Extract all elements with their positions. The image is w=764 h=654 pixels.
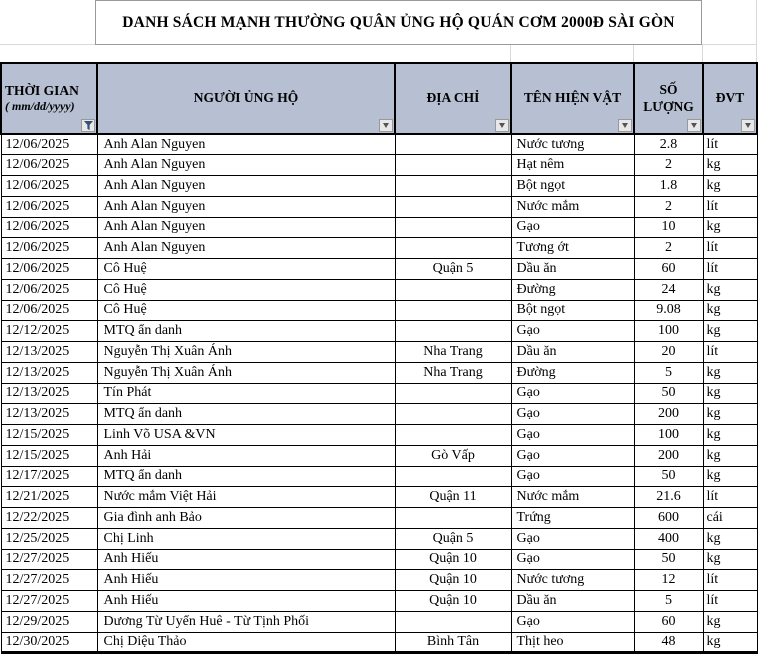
cell-address[interactable] bbox=[395, 196, 511, 217]
cell-quantity[interactable]: 20 bbox=[634, 342, 703, 363]
cell-quantity[interactable]: 60 bbox=[634, 259, 703, 280]
cell-quantity[interactable]: 50 bbox=[634, 466, 703, 487]
cell-date[interactable]: 12/25/2025 bbox=[1, 528, 97, 549]
cell-unit[interactable]: kg bbox=[703, 383, 757, 404]
table-row bbox=[1, 134, 757, 155]
cell-unit[interactable]: kg bbox=[703, 362, 757, 383]
cell-quantity[interactable]: 50 bbox=[634, 383, 703, 404]
cell-date[interactable]: 12/13/2025 bbox=[1, 383, 97, 404]
cell-item[interactable]: Gạo bbox=[511, 383, 634, 404]
cell-item[interactable]: Dầu ăn bbox=[511, 259, 634, 280]
cell-address[interactable]: Nha Trang bbox=[395, 342, 511, 363]
cell-quantity[interactable]: 24 bbox=[634, 279, 703, 300]
cell-item[interactable]: Gạo bbox=[511, 445, 634, 466]
cell-unit[interactable]: kg bbox=[703, 425, 757, 446]
cell-item[interactable]: Trứng bbox=[511, 508, 634, 529]
chevron-down-icon bbox=[622, 123, 628, 128]
filter-button-dvt[interactable] bbox=[741, 119, 755, 132]
donor-table bbox=[0, 62, 758, 654]
gridline bbox=[633, 45, 634, 62]
cell-item[interactable]: Hạt nêm bbox=[511, 155, 634, 176]
chevron-down-icon bbox=[745, 123, 751, 128]
cell-unit[interactable]: lít bbox=[703, 591, 757, 612]
column-header-ten-hien-vat bbox=[511, 63, 634, 134]
column-label: TÊN HIỆN VẬT bbox=[523, 90, 622, 106]
header-row bbox=[1, 63, 757, 134]
cell-quantity[interactable]: 48 bbox=[634, 632, 703, 653]
cell-item[interactable]: Gạo bbox=[511, 217, 634, 238]
cell-date[interactable]: 12/13/2025 bbox=[1, 362, 97, 383]
chevron-down-icon bbox=[383, 123, 389, 128]
table-row bbox=[1, 487, 757, 508]
table-row bbox=[1, 383, 757, 404]
table-row bbox=[1, 611, 757, 632]
cell-date[interactable]: 12/21/2025 bbox=[1, 487, 97, 508]
table-row bbox=[1, 549, 757, 570]
cell-item[interactable]: Dầu ăn bbox=[511, 591, 634, 612]
cell-unit[interactable]: lít bbox=[703, 134, 757, 155]
cell-donor[interactable]: Anh Hiếu bbox=[97, 570, 395, 591]
cell-quantity[interactable]: 2 bbox=[634, 155, 703, 176]
cell-donor[interactable]: Cô Huệ bbox=[97, 279, 395, 300]
cell-address[interactable] bbox=[395, 425, 511, 446]
cell-address[interactable]: Bình Tân bbox=[395, 632, 511, 653]
cell-date[interactable]: 12/12/2025 bbox=[1, 321, 97, 342]
cell-quantity[interactable]: 200 bbox=[634, 404, 703, 425]
cell-donor[interactable]: Linh Võ USA &VN bbox=[97, 425, 395, 446]
column-header-nguoi-ung-ho bbox=[97, 63, 395, 134]
column-label: THỜI GIAN bbox=[5, 82, 79, 98]
gridline bbox=[702, 45, 703, 62]
cell-donor[interactable]: Gia đình anh Bảo bbox=[97, 508, 395, 529]
cell-quantity[interactable]: 50 bbox=[634, 549, 703, 570]
table-row bbox=[1, 362, 757, 383]
cell-address[interactable]: Quận 10 bbox=[395, 570, 511, 591]
cell-unit[interactable]: cái bbox=[703, 508, 757, 529]
cell-unit[interactable]: kg bbox=[703, 321, 757, 342]
cell-address[interactable]: Quận 10 bbox=[395, 591, 511, 612]
cell-donor[interactable]: MTQ ẩn danh bbox=[97, 321, 395, 342]
table-row bbox=[1, 445, 757, 466]
table-row bbox=[1, 404, 757, 425]
cell-unit[interactable]: kg bbox=[703, 279, 757, 300]
cell-address[interactable] bbox=[395, 383, 511, 404]
cell-item[interactable]: Gạo bbox=[511, 528, 634, 549]
table-row bbox=[1, 570, 757, 591]
cell-donor[interactable]: Anh Hiếu bbox=[97, 591, 395, 612]
cell-date[interactable]: 12/17/2025 bbox=[1, 466, 97, 487]
cell-item[interactable]: Dầu ăn bbox=[511, 342, 634, 363]
table-row bbox=[1, 196, 757, 217]
cell-date[interactable]: 12/06/2025 bbox=[1, 300, 97, 321]
cell-address[interactable] bbox=[395, 611, 511, 632]
cell-item[interactable]: Đường bbox=[511, 279, 634, 300]
cell-item[interactable]: Bột ngọt bbox=[511, 176, 634, 197]
cell-unit[interactable]: kg bbox=[703, 632, 757, 653]
cell-unit[interactable]: kg bbox=[703, 528, 757, 549]
cell-item[interactable]: Đường bbox=[511, 362, 634, 383]
cell-donor[interactable]: Anh Alan Nguyen bbox=[97, 155, 395, 176]
filter-button-ten-hien-vat[interactable] bbox=[618, 119, 632, 132]
cell-donor[interactable]: Anh Hiếu bbox=[97, 549, 395, 570]
table-row bbox=[1, 466, 757, 487]
cell-donor[interactable]: Nước mắm Việt Hải bbox=[97, 487, 395, 508]
cell-quantity[interactable]: 5 bbox=[634, 362, 703, 383]
filter-button-thoi-gian[interactable] bbox=[81, 119, 95, 132]
filter-button-so-luong[interactable] bbox=[687, 119, 701, 132]
cell-quantity[interactable]: 21.6 bbox=[634, 487, 703, 508]
cell-item[interactable]: Bột ngọt bbox=[511, 300, 634, 321]
cell-date[interactable]: 12/06/2025 bbox=[1, 279, 97, 300]
cell-item[interactable]: Gạo bbox=[511, 466, 634, 487]
cell-date[interactable]: 12/15/2025 bbox=[1, 425, 97, 446]
cell-address[interactable]: Nha Trang bbox=[395, 362, 511, 383]
cell-item[interactable]: Nước tương bbox=[511, 570, 634, 591]
cell-donor[interactable]: Anh Alan Nguyen bbox=[97, 176, 395, 197]
filter-funnel-icon bbox=[83, 121, 94, 131]
cell-item[interactable]: Gạo bbox=[511, 611, 634, 632]
cell-item[interactable]: Thịt heo bbox=[511, 632, 634, 653]
cell-date[interactable]: 12/27/2025 bbox=[1, 549, 97, 570]
cell-quantity[interactable]: 600 bbox=[634, 508, 703, 529]
cell-address[interactable] bbox=[395, 508, 511, 529]
cell-address[interactable]: Quận 10 bbox=[395, 549, 511, 570]
cell-donor[interactable]: Nguyễn Thị Xuân Ánh bbox=[97, 362, 395, 383]
cell-address[interactable] bbox=[395, 279, 511, 300]
gridline bbox=[0, 44, 95, 45]
cell-unit[interactable]: kg bbox=[703, 611, 757, 632]
table-row bbox=[1, 591, 757, 612]
cell-date[interactable]: 12/15/2025 bbox=[1, 445, 97, 466]
cell-donor[interactable]: Chị Linh bbox=[97, 528, 395, 549]
table-row bbox=[1, 238, 757, 259]
cell-item[interactable]: Gạo bbox=[511, 425, 634, 446]
cell-address[interactable]: Quận 11 bbox=[395, 487, 511, 508]
cell-address[interactable] bbox=[395, 238, 511, 259]
cell-address[interactable]: Gò Vấp bbox=[395, 445, 511, 466]
cell-unit[interactable]: kg bbox=[703, 300, 757, 321]
table-row bbox=[1, 300, 757, 321]
table-row bbox=[1, 425, 757, 446]
cell-item[interactable]: Tương ớt bbox=[511, 238, 634, 259]
cell-date[interactable]: 12/27/2025 bbox=[1, 570, 97, 591]
cell-donor[interactable]: Cô Huệ bbox=[97, 259, 395, 280]
table-row bbox=[1, 279, 757, 300]
cell-date[interactable]: 12/30/2025 bbox=[1, 632, 97, 653]
table-row bbox=[1, 155, 757, 176]
cell-quantity[interactable]: 100 bbox=[634, 425, 703, 446]
cell-quantity[interactable]: 5 bbox=[634, 591, 703, 612]
cell-unit[interactable]: kg bbox=[703, 155, 757, 176]
cell-date[interactable]: 12/06/2025 bbox=[1, 259, 97, 280]
cell-address[interactable] bbox=[395, 404, 511, 425]
cell-date[interactable]: 12/27/2025 bbox=[1, 591, 97, 612]
cell-unit[interactable]: lít bbox=[703, 196, 757, 217]
cell-date[interactable]: 12/13/2025 bbox=[1, 404, 97, 425]
cell-quantity[interactable]: 2 bbox=[634, 238, 703, 259]
cell-address[interactable]: Quận 5 bbox=[395, 259, 511, 280]
column-label: SỐ LƯỢNG bbox=[643, 81, 694, 114]
chevron-down-icon bbox=[499, 123, 505, 128]
cell-date[interactable]: 12/06/2025 bbox=[1, 238, 97, 259]
cell-unit[interactable]: lít bbox=[703, 259, 757, 280]
cell-unit[interactable]: kg bbox=[703, 466, 757, 487]
cell-date[interactable]: 12/13/2025 bbox=[1, 342, 97, 363]
cell-date[interactable]: 12/06/2025 bbox=[1, 217, 97, 238]
cell-donor[interactable]: MTQ ẩn danh bbox=[97, 404, 395, 425]
cell-date[interactable]: 12/29/2025 bbox=[1, 611, 97, 632]
table-row bbox=[1, 259, 757, 280]
cell-date[interactable]: 12/06/2025 bbox=[1, 155, 97, 176]
cell-donor[interactable]: Dương Từ Uyển Huê - Từ Tịnh Phối bbox=[97, 611, 395, 632]
cell-quantity[interactable]: 2 bbox=[634, 196, 703, 217]
cell-quantity[interactable]: 60 bbox=[634, 611, 703, 632]
cell-date[interactable]: 12/06/2025 bbox=[1, 196, 97, 217]
cell-quantity[interactable]: 12 bbox=[634, 570, 703, 591]
gridline bbox=[756, 0, 757, 62]
cell-unit[interactable]: kg bbox=[703, 445, 757, 466]
cell-date[interactable]: 12/06/2025 bbox=[1, 134, 97, 155]
cell-quantity[interactable]: 1.8 bbox=[634, 176, 703, 197]
table-row bbox=[1, 342, 757, 363]
column-label: NGƯỜI ỦNG HỘ bbox=[193, 90, 299, 106]
cell-unit[interactable]: kg bbox=[703, 549, 757, 570]
cell-donor[interactable]: Tín Phát bbox=[97, 383, 395, 404]
cell-address[interactable] bbox=[395, 300, 511, 321]
table-row bbox=[1, 508, 757, 529]
filter-button-dia-chi[interactable] bbox=[495, 119, 509, 132]
cell-donor[interactable]: Anh Alan Nguyen bbox=[97, 134, 395, 155]
cell-donor[interactable]: Anh Alan Nguyen bbox=[97, 196, 395, 217]
cell-quantity[interactable]: 10 bbox=[634, 217, 703, 238]
cell-unit[interactable]: kg bbox=[703, 217, 757, 238]
cell-item[interactable]: Gạo bbox=[511, 404, 634, 425]
cell-unit[interactable]: lít bbox=[703, 570, 757, 591]
cell-address[interactable] bbox=[395, 466, 511, 487]
table-row bbox=[1, 176, 757, 197]
cell-address[interactable] bbox=[395, 134, 511, 155]
cell-unit[interactable]: lít bbox=[703, 238, 757, 259]
table-row bbox=[1, 321, 757, 342]
gridline bbox=[702, 44, 757, 45]
column-label: ĐVT bbox=[715, 90, 745, 106]
cell-donor[interactable]: Anh Hải bbox=[97, 445, 395, 466]
cell-quantity[interactable]: 400 bbox=[634, 528, 703, 549]
chevron-down-icon bbox=[691, 123, 697, 128]
cell-date[interactable]: 12/06/2025 bbox=[1, 176, 97, 197]
cell-donor[interactable]: Nguyễn Thị Xuân Ánh bbox=[97, 342, 395, 363]
cell-address[interactable] bbox=[395, 176, 511, 197]
cell-quantity[interactable]: 2.8 bbox=[634, 134, 703, 155]
cell-quantity[interactable]: 100 bbox=[634, 321, 703, 342]
column-label: ĐỊA CHỈ bbox=[426, 90, 480, 106]
cell-item[interactable]: Gạo bbox=[511, 321, 634, 342]
cell-item[interactable]: Nước tương bbox=[511, 134, 634, 155]
cell-address[interactable] bbox=[395, 217, 511, 238]
cell-address[interactable] bbox=[395, 321, 511, 342]
cell-quantity[interactable]: 9.08 bbox=[634, 300, 703, 321]
cell-donor[interactable]: Chị Diệu Thảo bbox=[97, 632, 395, 653]
gridline bbox=[510, 45, 511, 62]
cell-address[interactable]: Quận 5 bbox=[395, 528, 511, 549]
cell-quantity[interactable]: 200 bbox=[634, 445, 703, 466]
column-header-so-luong bbox=[634, 63, 703, 134]
cell-donor[interactable]: Anh Alan Nguyen bbox=[97, 238, 395, 259]
cell-item[interactable]: Nước mắm bbox=[511, 196, 634, 217]
cell-unit[interactable]: lít bbox=[703, 342, 757, 363]
cell-donor[interactable]: Cô Huệ bbox=[97, 300, 395, 321]
cell-unit[interactable]: kg bbox=[703, 404, 757, 425]
cell-item[interactable]: Nước mắm bbox=[511, 487, 634, 508]
cell-unit[interactable]: kg bbox=[703, 176, 757, 197]
cell-address[interactable] bbox=[395, 155, 511, 176]
column-sublabel: ( mm/dd/yyyy) bbox=[5, 99, 75, 114]
cell-donor[interactable]: MTQ ẩn danh bbox=[97, 466, 395, 487]
cell-donor[interactable]: Anh Alan Nguyen bbox=[97, 217, 395, 238]
table-row bbox=[1, 217, 757, 238]
filter-button-nguoi-ung-ho[interactable] bbox=[379, 119, 393, 132]
cell-unit[interactable]: lít bbox=[703, 487, 757, 508]
cell-date[interactable]: 12/22/2025 bbox=[1, 508, 97, 529]
column-header-dia-chi bbox=[395, 63, 511, 134]
column-header-dvt bbox=[703, 63, 757, 134]
cell-item[interactable]: Gạo bbox=[511, 549, 634, 570]
table-row bbox=[1, 528, 757, 549]
table-row bbox=[1, 632, 757, 653]
table-body bbox=[1, 134, 757, 653]
sheet-title: DANH SÁCH MẠNH THƯỜNG QUÂN ỦNG HỘ QUÁN CƠM 2000Đ SÀI GÒN bbox=[95, 0, 702, 45]
column-header-thoi-gian bbox=[1, 63, 97, 134]
